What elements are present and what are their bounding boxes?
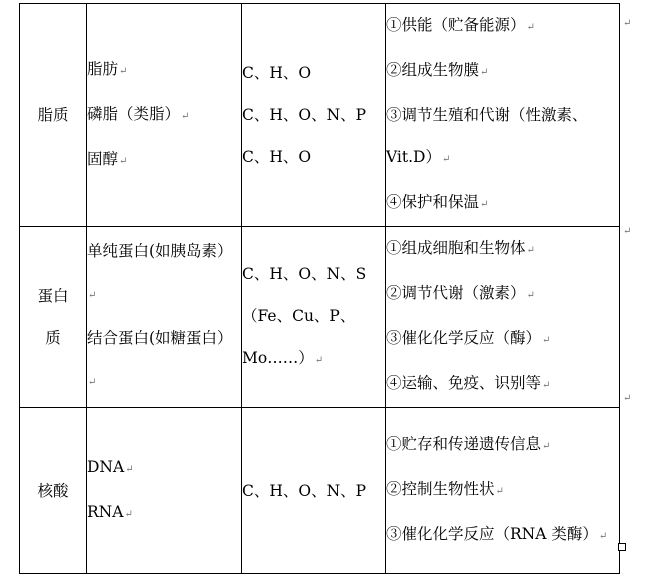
element-item: C、H、O、N、P xyxy=(242,106,367,124)
functions-cell: ①供能（贮备能源）↵ ②组成生物膜↵ ③调节生殖和代谢（性激素、Vit.D）↵ ④保护和保温↵ xyxy=(386,4,620,227)
element-item: C、H、O、N、P xyxy=(242,481,367,500)
function-item: ③催化化学反应（RNA 类酶） xyxy=(386,525,598,543)
row-end-mark: ↵ xyxy=(623,393,632,404)
table-row-nucleic-acid xyxy=(20,408,620,574)
types-cell: 脂肪↵ 磷脂（类脂）↵ 固醇↵ xyxy=(87,4,242,227)
elements-cell: C、H、O、N、S（Fe、Cu、P、Mo……）↵ xyxy=(242,227,386,408)
elements-cell xyxy=(242,4,386,227)
element-item: C、H、O、N、S（Fe、Cu、P、Mo……） xyxy=(242,264,367,367)
category-label: 质 xyxy=(45,329,61,347)
category-label: 脂质 xyxy=(37,106,69,124)
function-item: ②组成生物膜 xyxy=(386,61,480,79)
table-row-protein xyxy=(20,227,620,408)
type-item: 结合蛋白(如糖蛋白） xyxy=(87,329,233,347)
type-item: DNA xyxy=(87,457,125,476)
types-cell: 单纯蛋白(如胰岛素）↵ 结合蛋白(如糖蛋白）↵ xyxy=(87,227,242,408)
functions-cell: ①组成细胞和生物体↵ ②调节代谢（激素）↵ ③催化化学反应（酶）↵ ④运输、免疫、识别等↵ xyxy=(386,227,620,408)
function-item: ②控制生物性状 xyxy=(386,480,495,498)
function-item: ③催化化学反应（酶） xyxy=(386,329,542,347)
row-end-mark: ↵ xyxy=(623,18,632,29)
type-item: RNA xyxy=(87,502,124,521)
function-item: ②调节代谢（激素） xyxy=(386,284,526,302)
function-item: ④保护和保温 xyxy=(386,193,480,211)
elements-cell xyxy=(242,408,386,574)
row-end-mark: ↵ xyxy=(623,226,632,237)
function-item: ③调节生殖和代谢（性激素、Vit.D） xyxy=(386,106,588,166)
table-resize-handle[interactable] xyxy=(618,543,626,551)
element-item: C、H、O xyxy=(242,148,312,166)
function-item: ①组成细胞和生物体 xyxy=(386,239,526,257)
types-cell: DNA↵ RNA↵ xyxy=(87,408,242,574)
category-cell xyxy=(20,408,87,574)
type-item: 脂肪 xyxy=(87,59,119,78)
function-item: ①贮存和传递遗传信息 xyxy=(386,435,542,453)
type-item: 磷脂（类脂） xyxy=(87,104,181,123)
type-item: 单纯蛋白(如胰岛素） xyxy=(87,242,233,260)
function-item: ①供能（贮备能源） xyxy=(386,16,526,34)
category-cell xyxy=(20,4,87,227)
category-label: 蛋白 xyxy=(37,287,69,305)
functions-cell: ①贮存和传递遗传信息↵ ②控制生物性状↵ ③催化化学反应（RNA 类酶）↵ xyxy=(386,408,620,574)
type-item: 固醇 xyxy=(87,149,119,168)
element-item: C、H、O xyxy=(242,64,312,82)
table-row-lipid xyxy=(20,4,620,227)
category-label: 核酸 xyxy=(37,481,69,500)
category-cell xyxy=(20,227,87,408)
biomolecule-table xyxy=(19,3,620,574)
function-item: ④运输、免疫、识别等 xyxy=(386,374,542,392)
